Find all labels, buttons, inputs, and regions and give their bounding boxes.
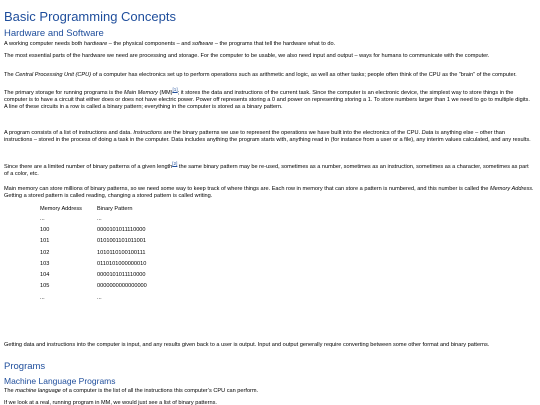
memory-address-cell: 103	[40, 260, 50, 267]
paragraph-hardware-software: A working computer needs both hardware – the physical components – and software – the programs that tell the hardware what to do.	[4, 41, 336, 47]
memory-address-cell: 101	[40, 238, 50, 245]
header-binary-pattern: Binary Pattern	[97, 206, 133, 212]
footnote-link-2[interactable]: [2]	[172, 161, 178, 167]
binary-pattern-cell: ...	[97, 294, 102, 301]
paragraph-cpu: The Central Processing Unit (CPU) of a computer has electronics set up to perform operations such as arithmetic and logic, as well as other tasks; people often think of the CPU as the “brain” of the computer.	[4, 72, 517, 78]
table-row	[36, 292, 151, 303]
table-row	[36, 258, 151, 269]
section-heading-machine-language: Machine Language Programs	[4, 376, 116, 386]
section-heading-hardware: Hardware and Software	[4, 28, 104, 39]
paragraph-input-output: Getting data and instructions into the computer is input, and any results given back to a user is output. Input and output generally require converting between some other format and binary patterns.	[4, 342, 490, 348]
memory-address-cell: 104	[40, 272, 50, 279]
binary-pattern-cell: ...	[97, 215, 102, 222]
memory-address-cell: 102	[40, 249, 50, 256]
memory-table-header	[36, 205, 151, 213]
paragraph-binary-patterns: Since there are a limited number of binary patterns of a given length[2] the same binary pattern may be re-used, sometimes as a number, sometimes as an instruction, sometimes as a character, sometimes as part of a color, etc.	[4, 161, 529, 178]
binary-pattern-cell: 0110101000000010	[97, 260, 147, 267]
paragraph-machine-language: The machine language of a computer is the list of all the instructions this computer’s CPU can perform.	[4, 388, 259, 394]
table-row	[36, 247, 151, 258]
footnote-link-1[interactable]: [1]	[172, 87, 178, 93]
table-row	[36, 236, 151, 247]
binary-pattern-cell: 0000000000000000	[97, 283, 147, 290]
page-title: Basic Programming Concepts	[4, 9, 176, 24]
table-row	[36, 224, 151, 235]
table-row	[36, 281, 151, 292]
paragraph-main-memory: The primary storage for running programs is the Main Memory (MM)[1]; it stores the data and instructions of the current task. Since the computer is an electronic device, the simplest way to store things in the computer is to have a circuit that either does or does not have electric power. Power off represents storing a 0 and power on representing storing a 1. To store numbers larger than 1 we need to go to multiple digits. A line of these circuits in a row is called a binary pattern; everything in the computer is stored as a binary pattern.	[4, 87, 530, 111]
memory-address-cell: 100	[40, 226, 50, 233]
memory-address-cell: ...	[40, 294, 45, 301]
table-row	[36, 269, 151, 280]
binary-pattern-cell: 0000101011110000	[97, 272, 146, 279]
table-row	[36, 213, 151, 224]
memory-address-cell: ...	[40, 215, 45, 222]
paragraph-memory-address: Main memory can store millions of binary patterns, so we need some way to keep track of where things are. Each row in memory that can store a pattern is numbered, and this number is called the Memory Address. Getting a stored pattern is called reading, changing a stored pattern is called writing.	[4, 186, 534, 200]
paragraph-processing-storage: The most essential parts of the hardware we need are processing and storage. For the computer to be usable, we also need input and output – ways for humans to communicate with the computer.	[4, 53, 490, 59]
binary-pattern-cell: 0101001101011001	[97, 238, 146, 245]
paragraph-program-definition: A program consists of a list of instructions and data. Instructions are the binary patterns we use to represent the operations we have built into the electronics of the CPU. Data is anything else – other than instructions – stored in the process of doing a task in the computer. Data includes anything the program starts with, anything read in (for instance from a user or a file), any interim values calculated, and any results.	[4, 130, 531, 144]
binary-pattern-cell: 0000101011110000	[97, 226, 146, 233]
paragraph-running-program: If we look at a real, running program in MM, we would just see a list of binary patterns.	[4, 400, 217, 405]
binary-pattern-cell: 1010110100100111	[97, 249, 146, 256]
section-heading-programs: Programs	[4, 361, 46, 372]
memory-table	[36, 205, 151, 303]
header-memory-address: Memory Address	[40, 206, 82, 212]
memory-address-cell: 105	[40, 283, 50, 290]
